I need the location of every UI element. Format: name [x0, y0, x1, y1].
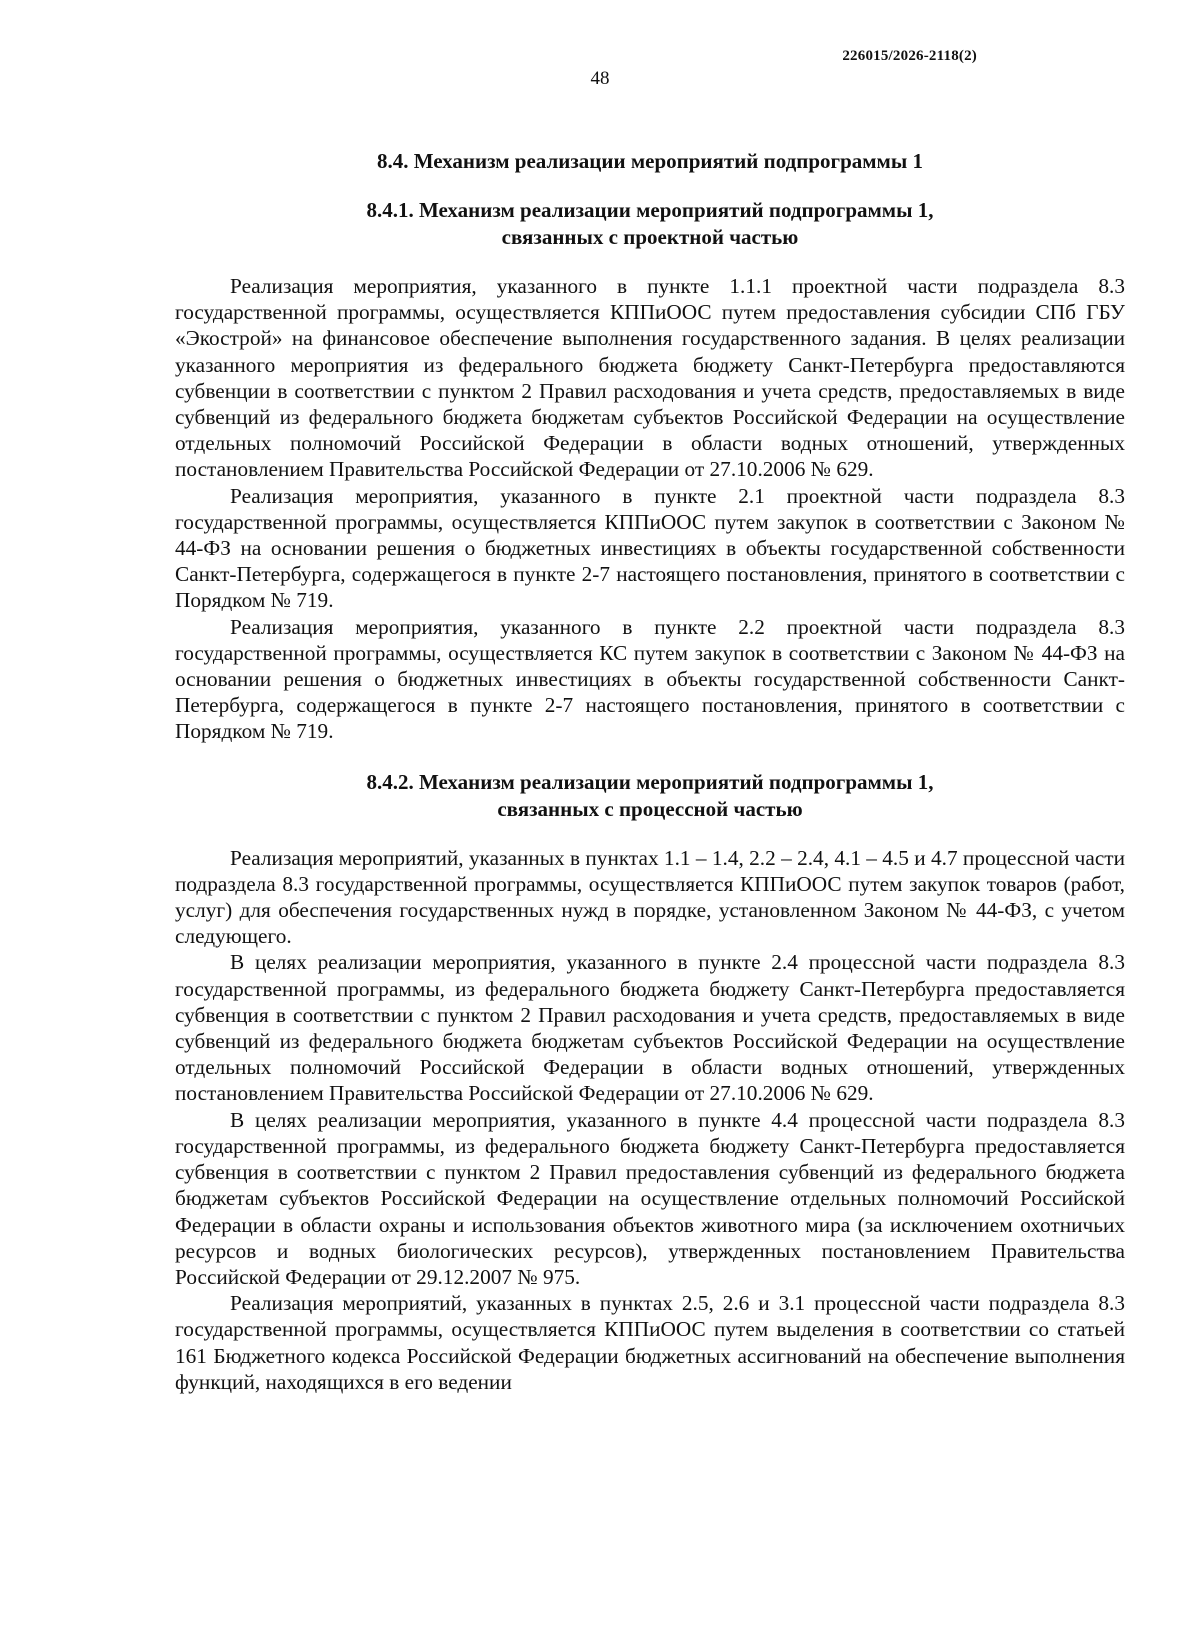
page-body — [175, 38, 1125, 1395]
section-heading-8-4: 8.4. Механизм реализации мероприятий подпрограммы 1 — [376, 149, 924, 173]
page-number: 48 — [590, 68, 610, 89]
section-heading-8-4-2 — [175, 769, 1125, 823]
section-heading-8-4-1 — [175, 197, 1125, 251]
paragraph: Реализация мероприятия, указанного в пункте 2.1 проектной части подраздела 8.3 государственной программы, осуществляется КППиООС путем закупок в соответствии с Законом № 44-ФЗ на основании решения о бюджетных инвестициях в объекты государственной собственности Санкт-Петербурга, содержащегося в пункте 2-7 настоящего постановления, принятого в соответствии с Порядком № 719. — [175, 483, 1125, 613]
paragraph: В целях реализации мероприятия, указанного в пункте 2.4 процессной части подраздела 8.3 государственной программы, из федерального бюджета бюджету Санкт-Петербурга предоставляется субвенция в соответствии с пунктом 2 Правил расходования и учета средств, предоставляемых в виде субвенций из федерального бюджета бюджетам субъектов Российской Федерации на осуществление отдельных полномочий Российской Федерации в области водных отношений, утвержденных постановлением Правительства Российской Федерации от 27.10.2006 № 629. — [175, 950, 1125, 1106]
section-heading-8-4-2-line1: 8.4.2. Механизм реализации мероприятий подпрограммы 1, — [366, 769, 934, 794]
paragraph: Реализация мероприятия, указанного в пункте 2.2 проектной части подраздела 8.3 государственной программы, осуществляется КС путем закупок в соответствии с Законом № 44-ФЗ на основании решения о бюджетных инвестициях в объекты государственной собственности Санкт-Петербурга, содержащегося в пункте 2-7 настоящего постановления, принятого в соответствии с Порядком № 719. — [175, 614, 1125, 744]
section-8-4-2-body — [175, 845, 1125, 1395]
paragraph: Реализация мероприятий, указанных в пунктах 1.1 – 1.4, 2.2 – 2.4, 4.1 – 4.5 и 4.7 процессной части подраздела 8.3 государственной программы, осуществляется КППиООС путем закупок товаров (работ, услуг) для обеспечения государственных нужд в порядке, установленном Законом № 44-ФЗ, с учетом следующего. — [175, 845, 1125, 949]
paragraph: Реализация мероприятий, указанных в пунктах 2.5, 2.6 и 3.1 процессной части подраздела 8.3 государственной программы, осуществляется КППиООС путем выделения в соответствии со статьей 161 Бюджетного кодекса Российской Федерации бюджетных ассигнований на обеспечение выполнения функций, находящихся в его ведении — [175, 1291, 1125, 1394]
section-heading-8-4-2-line2: связанных с процессной частью — [497, 796, 803, 821]
paragraph: В целях реализации мероприятия, указанного в пункте 4.4 процессной части подраздела 8.3 государственной программы, из федерального бюджета бюджету Санкт-Петербурга предоставляется субвенция в соответствии с пунктом 2 Правил предоставления субвенций из федерального бюджета бюджетам субъектов Российской Федерации на осуществление отдельных полномочий Российской Федерации в области охраны и использования объектов животного мира (за исключением охотничьих ресурсов и водных биологических ресурсов), утвержденных постановлением Правительства Российской Федерации от 29.12.2007 № 975. — [175, 1107, 1125, 1289]
paragraph: Реализация мероприятия, указанного в пункте 1.1.1 проектной части подраздела 8.3 государственной программы, осуществляется КППиООС путем предоставления субсидии СПб ГБУ «Экострой» на финансовое обеспечение выполнения государственного задания. В целях реализации указанного мероприятия из федерального бюджета бюджету Санкт-Петербурга предоставляются субвенции в соответствии с пунктом 2 Правил расходования и учета средств, предоставляемых в виде субвенций из федерального бюджета бюджетам субъектов Российской Федерации на осуществление отдельных полномочий Российской Федерации в области водных отношений, утвержденных постановлением Правительства Российской Федерации от 27.10.2006 № 629. — [175, 274, 1125, 482]
section-heading-8-4-1-line2: связанных с проектной частью — [501, 225, 799, 249]
document-id: 226015/2026-2118(2) — [842, 48, 977, 64]
section-heading-8-4-1-line1: 8.4.1. Механизм реализации мероприятий подпрограммы 1, — [366, 198, 934, 222]
section-8-4-1-body — [175, 273, 1125, 745]
